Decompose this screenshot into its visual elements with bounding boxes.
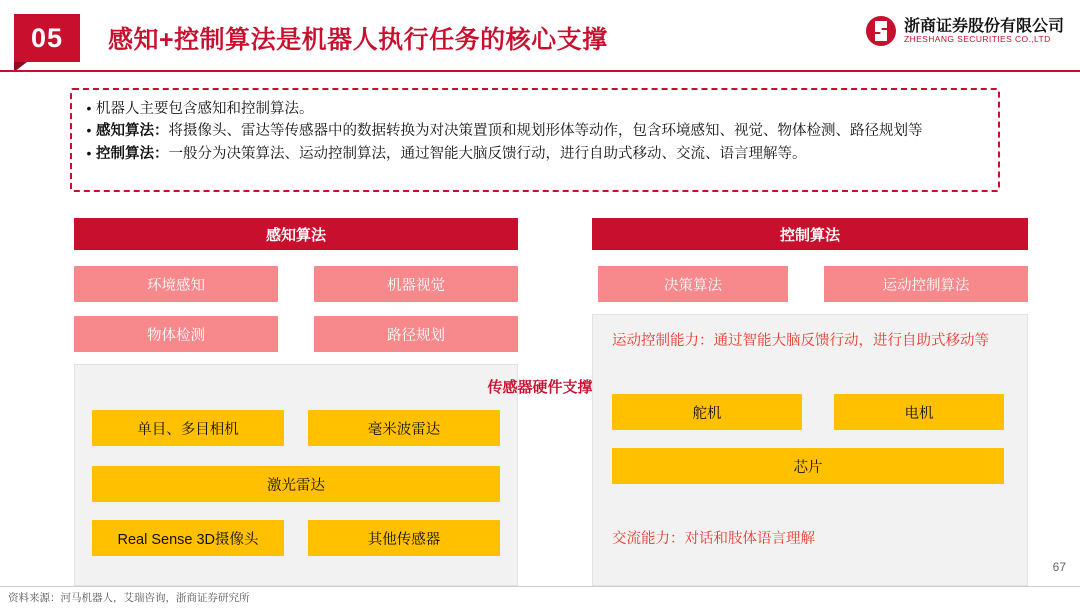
page-title: 感知+控制算法是机器人执行任务的核心支撑 <box>108 26 608 54</box>
hardware-box-mmwave-radar: 毫米波雷达 <box>308 410 500 446</box>
page-number: 67 <box>1052 560 1066 574</box>
communication-capability-text: 交流能力：对话和肢体语言理解 <box>612 531 815 547</box>
header-divider <box>0 70 1080 72</box>
bullet-item <box>82 120 984 142</box>
perception-pill-object-detection: 物体检测 <box>74 316 278 352</box>
actuator-box-motor: 电机 <box>834 394 1004 430</box>
perception-pill-vision: 机器视觉 <box>314 266 518 302</box>
bullet-label: 控制算法： <box>96 145 169 162</box>
company-logo <box>866 16 1064 46</box>
bullet-marker: • <box>86 144 92 161</box>
bullet-marker: • <box>86 122 92 139</box>
bullet-text <box>96 120 984 142</box>
bullet-body: 机器人主要包含感知和控制算法。 <box>96 101 314 117</box>
bullet-label: 感知算法： <box>96 123 169 140</box>
source-note: 资料来源：河马机器人，艾瑞咨询，浙商证券研究所 <box>8 592 250 604</box>
bullet-body: 将摄像头、雷达等传感器中的数据转换为对决策置顶和规划形体等动作，包含环境感知、视觉、物体检测、路径规划等 <box>168 123 923 140</box>
sensor-hardware-title: 传感器硬件支撑 <box>487 379 593 396</box>
left-column-header: 感知算法 <box>74 218 518 250</box>
bullet-marker: • <box>86 100 92 116</box>
hardware-box-other-sensors: 其他传感器 <box>308 520 500 556</box>
bullet-item <box>82 143 984 165</box>
right-column-header: 控制算法 <box>592 218 1028 250</box>
logo-company-name-cn: 浙商证券股份有限公司 <box>903 17 1064 35</box>
footer-divider <box>0 586 1080 587</box>
logo-company-name-en: ZHESHANG SECURITIES CO.,LTD <box>903 34 1051 45</box>
hardware-box-lidar: 激光雷达 <box>92 466 500 502</box>
bullet-body: 一般分为决策算法、运动控制算法，通过智能大脑反馈行动，进行自助式移动、交流、语言理解等。 <box>168 145 807 162</box>
summary-box <box>70 88 1000 192</box>
perception-pill-environment: 环境感知 <box>74 266 278 302</box>
control-pill-motion-control: 运动控制算法 <box>824 266 1028 302</box>
perception-pill-path-planning: 路径规划 <box>314 316 518 352</box>
logo-mark-icon <box>866 16 896 46</box>
actuator-box-servo: 舵机 <box>612 394 802 430</box>
hardware-box-camera: 单目、多目相机 <box>92 410 284 446</box>
motion-capability-text: 运动控制能力：通过智能大脑反馈行动，进行自助式移动等 <box>612 333 989 349</box>
slide-number-badge: 05 <box>14 14 80 62</box>
bullet-item <box>82 98 984 120</box>
bullet-text <box>96 98 984 120</box>
actuator-box-chip: 芯片 <box>612 448 1004 484</box>
slide-header <box>0 0 1080 72</box>
bullet-text <box>96 143 984 165</box>
control-pill-decision: 决策算法 <box>598 266 788 302</box>
hardware-box-realsense: Real Sense 3D摄像头 <box>92 520 284 556</box>
